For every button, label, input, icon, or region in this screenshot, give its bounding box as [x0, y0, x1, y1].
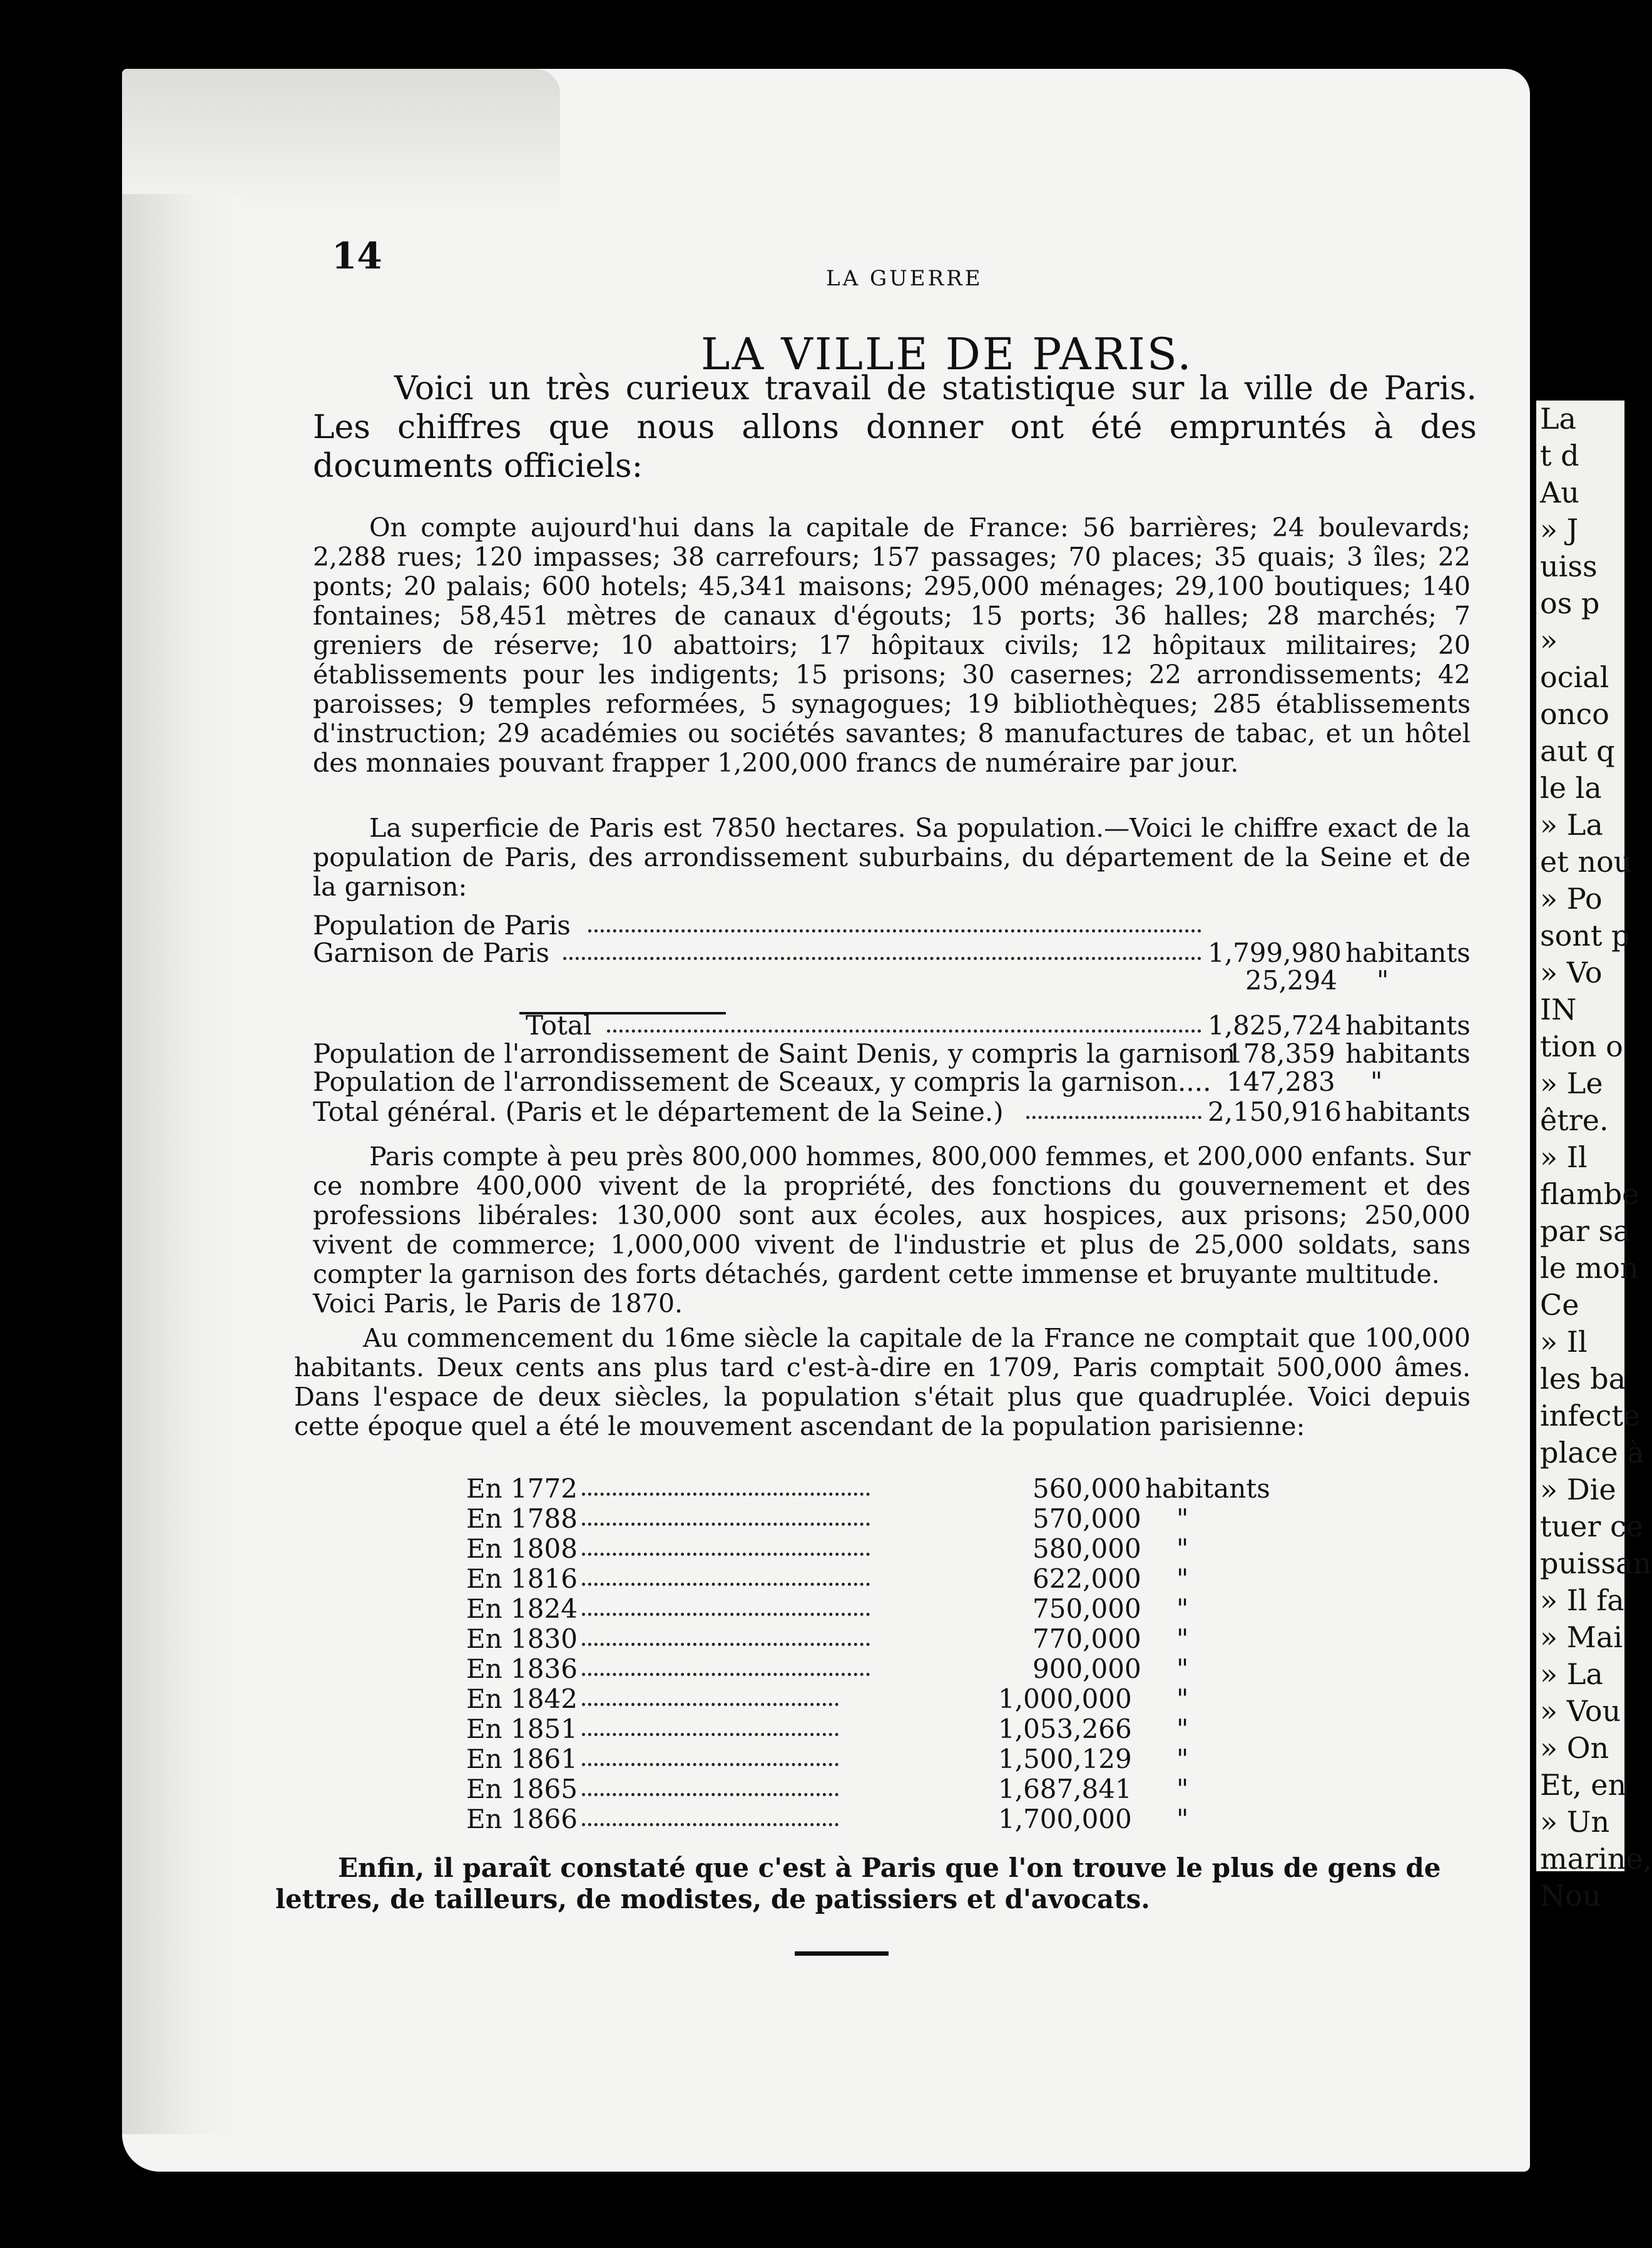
fragment-line: » Po — [1540, 882, 1603, 916]
leader-dots — [582, 1684, 839, 1706]
fragment-line: » Il — [1540, 1140, 1588, 1174]
year-unit: " — [1176, 1563, 1189, 1594]
fragment-line: » Un — [1540, 1805, 1610, 1839]
population-row-value: 1,825,724 — [1208, 1010, 1342, 1041]
inventory-paragraph: On compte aujourd'hui dans la capitale de France: 56 barrières; 24 boulevards; 2,288 rues; 120 impasses; 38 carrefours; 157 passages; 70 places; 35 quais; 3 îles; 22 ponts; 20 palais; 600 hotels; 45,341 maisons; 295,000 ménages; 29,100 boutiques; 140 fontaines; 58,451 mètres de canaux d'égouts; 15 ports; 36 halles; 28 marchés; 7 greniers de réserve; 10 abattoirs; 17 hôpitaux civils; 12 hôpitaux militaires; 20 établissements pour les indigents; 15 prisons; 30 casernes; 22 arrondissements; 42 paroisses; 9 temples reformées, 5 synagogues; 19 bibliothèques; 285 établissements d'instruction; 29 académies ou sociétés savantes; 8 manufactures de tabac, et un hôtel des monnaies pouvant frapper 1,200,000 francs de numéraire par jour. — [313, 513, 1471, 778]
year-unit: " — [1176, 1533, 1189, 1564]
intro-paragraph: Voici un très curieux travail de statistique sur la ville de Paris. Les chiffres que nous allons donner ont été empruntés à des documents officiels: — [313, 370, 1477, 485]
population-row-value: 178,359 — [1226, 1038, 1335, 1069]
fragment-line: » Mai — [1540, 1620, 1623, 1654]
surface-paragraph: La superficie de Paris est 7850 hectares. Sa population.—Voici le chiffre exact de la population de Paris, des arrondissement suburbains, du département de la Seine et de la garnison: — [313, 813, 1471, 902]
fragment-line: » Le — [1540, 1066, 1603, 1100]
year-label: En 1830 — [466, 1623, 578, 1654]
population-row-label: Garnison de Paris — [313, 938, 549, 968]
fragment-line: flambe — [1540, 1177, 1639, 1211]
year-label: En 1836 — [466, 1653, 578, 1684]
article-title: LA VILLE DE PARIS. — [701, 329, 1193, 380]
fragment-line: et nou — [1540, 845, 1633, 879]
population-row-label: Population de l'arrondissement de Sceaux, y compris la garnison.... — [313, 1066, 1211, 1097]
fragment-line: le mon — [1540, 1251, 1639, 1285]
year-label: En 1808 — [466, 1533, 578, 1564]
year-unit: " — [1176, 1623, 1189, 1654]
running-head: LA GUERRE — [826, 266, 983, 291]
leader-dots — [582, 1534, 870, 1556]
fragment-line: sont p — [1540, 919, 1630, 953]
leader-dots — [582, 1504, 870, 1526]
history-paragraph: Au commencement du 16me siècle la capitale de la France ne comptait que 100,000 habitants. Deux cents ans plus tard c'est-à-dire en 1709, Paris comptait 500,000 âmes. Dans l'espace de deux siècles, la population s'était plus que quadruplée. Voici depuis cette époque quel a été le mouvement ascendant de la population parisienne: — [294, 1323, 1471, 1441]
year-label: En 1861 — [466, 1744, 578, 1774]
leader-dots — [582, 1804, 839, 1826]
fragment-line: Et, en — [1540, 1768, 1627, 1802]
population-row-unit: " — [1377, 965, 1389, 996]
year-value: 900,000 — [1032, 1653, 1141, 1684]
population-table — [313, 911, 1477, 1136]
year-value: 570,000 — [1032, 1503, 1141, 1534]
year-value: 1,000,000 — [998, 1683, 1132, 1714]
fragment-line: La — [1540, 402, 1576, 436]
fragment-line: aut q — [1540, 734, 1615, 768]
fragment-line: t d — [1540, 439, 1579, 473]
fragment-line: le la — [1540, 771, 1602, 805]
fragment-line: os p — [1540, 586, 1600, 620]
year-unit: " — [1176, 1683, 1189, 1714]
year-unit: habitants — [1145, 1473, 1270, 1504]
fragment-line: » Il — [1540, 1325, 1588, 1359]
end-rule — [795, 1951, 889, 1956]
leader-dots — [582, 1744, 839, 1766]
year-label: En 1851 — [466, 1714, 578, 1744]
fragment-line: » Vo — [1540, 956, 1603, 989]
year-value: 1,053,266 — [998, 1714, 1132, 1744]
population-row-unit: habitants — [1345, 1038, 1471, 1069]
population-row-unit: habitants — [1345, 938, 1471, 968]
population-row-label: Total — [526, 1010, 592, 1041]
year-unit: " — [1176, 1653, 1189, 1684]
page-fold-top — [122, 69, 560, 213]
leader-dots — [582, 1774, 839, 1796]
year-value: 560,000 — [1032, 1473, 1141, 1504]
population-row-label: Population de l'arrondissement de Saint Denis, y compris la garnison — [313, 1038, 1236, 1069]
fragment-line: place à — [1540, 1436, 1644, 1469]
fragment-line: » Die — [1540, 1473, 1616, 1506]
paris-1870-line: Voici Paris, le Paris de 1870. — [313, 1289, 683, 1319]
leader-dots — [582, 1624, 870, 1646]
leader-dots — [582, 1594, 870, 1616]
total-rule — [519, 1012, 726, 1014]
leader-dots — [582, 1474, 870, 1496]
leader-dots — [1026, 1097, 1201, 1119]
fragment-line: Au — [1540, 476, 1579, 509]
year-unit: " — [1176, 1503, 1189, 1534]
year-value: 1,687,841 — [998, 1774, 1132, 1804]
fragment-line: » — [1540, 623, 1558, 657]
population-row-unit: habitants — [1345, 1096, 1471, 1127]
year-unit: " — [1176, 1714, 1189, 1744]
year-value: 580,000 — [1032, 1533, 1141, 1564]
fragment-line: » J — [1540, 513, 1579, 546]
fragment-line: infecte — [1540, 1399, 1641, 1433]
leader-dots — [582, 1654, 870, 1676]
year-unit: " — [1176, 1744, 1189, 1774]
year-value: 750,000 — [1032, 1593, 1141, 1624]
year-value: 770,000 — [1032, 1623, 1141, 1654]
fragment-line: tion o — [1540, 1029, 1623, 1063]
population-row-unit: " — [1370, 1066, 1383, 1097]
fragment-line: marine, — [1540, 1842, 1652, 1876]
year-label: En 1842 — [466, 1683, 578, 1714]
fragment-line: » Il fa — [1540, 1583, 1624, 1617]
page-number: 14 — [332, 235, 382, 277]
fragment-line: par sa — [1540, 1214, 1631, 1248]
year-label: En 1866 — [466, 1804, 578, 1834]
fragment-line: puissan — [1540, 1546, 1652, 1580]
year-value: 1,700,000 — [998, 1804, 1132, 1834]
year-value: 1,500,129 — [998, 1744, 1132, 1774]
yearly-population-table — [466, 1474, 1280, 1849]
population-row-value: 1,799,980 — [1208, 938, 1342, 968]
fragment-line: Ce — [1540, 1288, 1579, 1322]
year-value: 622,000 — [1032, 1563, 1141, 1594]
population-row-label: Total général. (Paris et le département de la Seine.) — [313, 1096, 1004, 1127]
leader-dots — [582, 1564, 870, 1586]
year-label: En 1865 — [466, 1774, 578, 1804]
fragment-line: tuer ce — [1540, 1510, 1643, 1543]
fragment-line: Nou — [1540, 1879, 1601, 1913]
population-row-label: Population de Paris — [313, 910, 571, 941]
fragment-line: onco — [1540, 697, 1609, 731]
leader-dots — [582, 1714, 839, 1736]
population-row-unit: habitants — [1345, 1010, 1471, 1041]
year-unit: " — [1176, 1804, 1189, 1834]
year-label: En 1824 — [466, 1593, 578, 1624]
fragment-line: ocial — [1540, 660, 1609, 694]
year-unit: " — [1176, 1593, 1189, 1624]
fragment-line: IN — [1540, 993, 1577, 1026]
closing-paragraph: Enfin, il paraît constaté que c'est à Paris que l'on trouve le plus de gens de lettres, de tailleurs, de modistes, de patissiers et d'avocats. — [275, 1852, 1441, 1914]
fragment-line: » On — [1540, 1731, 1609, 1765]
population-row-value: 25,294 — [1245, 965, 1337, 996]
population-row-value: 147,283 — [1226, 1066, 1335, 1097]
population-row-value: 2,150,916 — [1208, 1096, 1342, 1127]
year-label: En 1788 — [466, 1503, 578, 1534]
demographics-paragraph — [313, 1142, 1471, 1319]
year-label: En 1816 — [466, 1563, 578, 1594]
fragment-line: » La — [1540, 808, 1603, 842]
demographics-text: Paris compte à peu près 800,000 hommes, 800,000 femmes, et 200,000 enfants. Sur ce nombre 400,000 vivent de la propriété, des fonctions du gouvernement et des professions libérales: 130,000 sont aux écoles, aux hospices, aux prisons; 250,000 vivent de commerce; 1,000,000 vivent de l'industrie et plus de 25,000 soldats, sans compter la garnison des forts détachés, gardent cette immense et bruyante multitude. — [313, 1142, 1471, 1289]
year-label: En 1772 — [466, 1473, 578, 1504]
adjacent-page-fragment — [1536, 401, 1652, 1913]
leader-dots — [563, 938, 1201, 960]
leader-dots — [588, 911, 1201, 932]
fragment-line: être. — [1540, 1103, 1609, 1137]
page-fold-left — [122, 194, 241, 2134]
fragment-line: uiss — [1540, 549, 1598, 583]
fragment-line: » Vou — [1540, 1694, 1621, 1728]
year-unit: " — [1176, 1774, 1189, 1804]
fragment-line: » La — [1540, 1657, 1603, 1691]
fragment-line: les ba — [1540, 1362, 1626, 1396]
